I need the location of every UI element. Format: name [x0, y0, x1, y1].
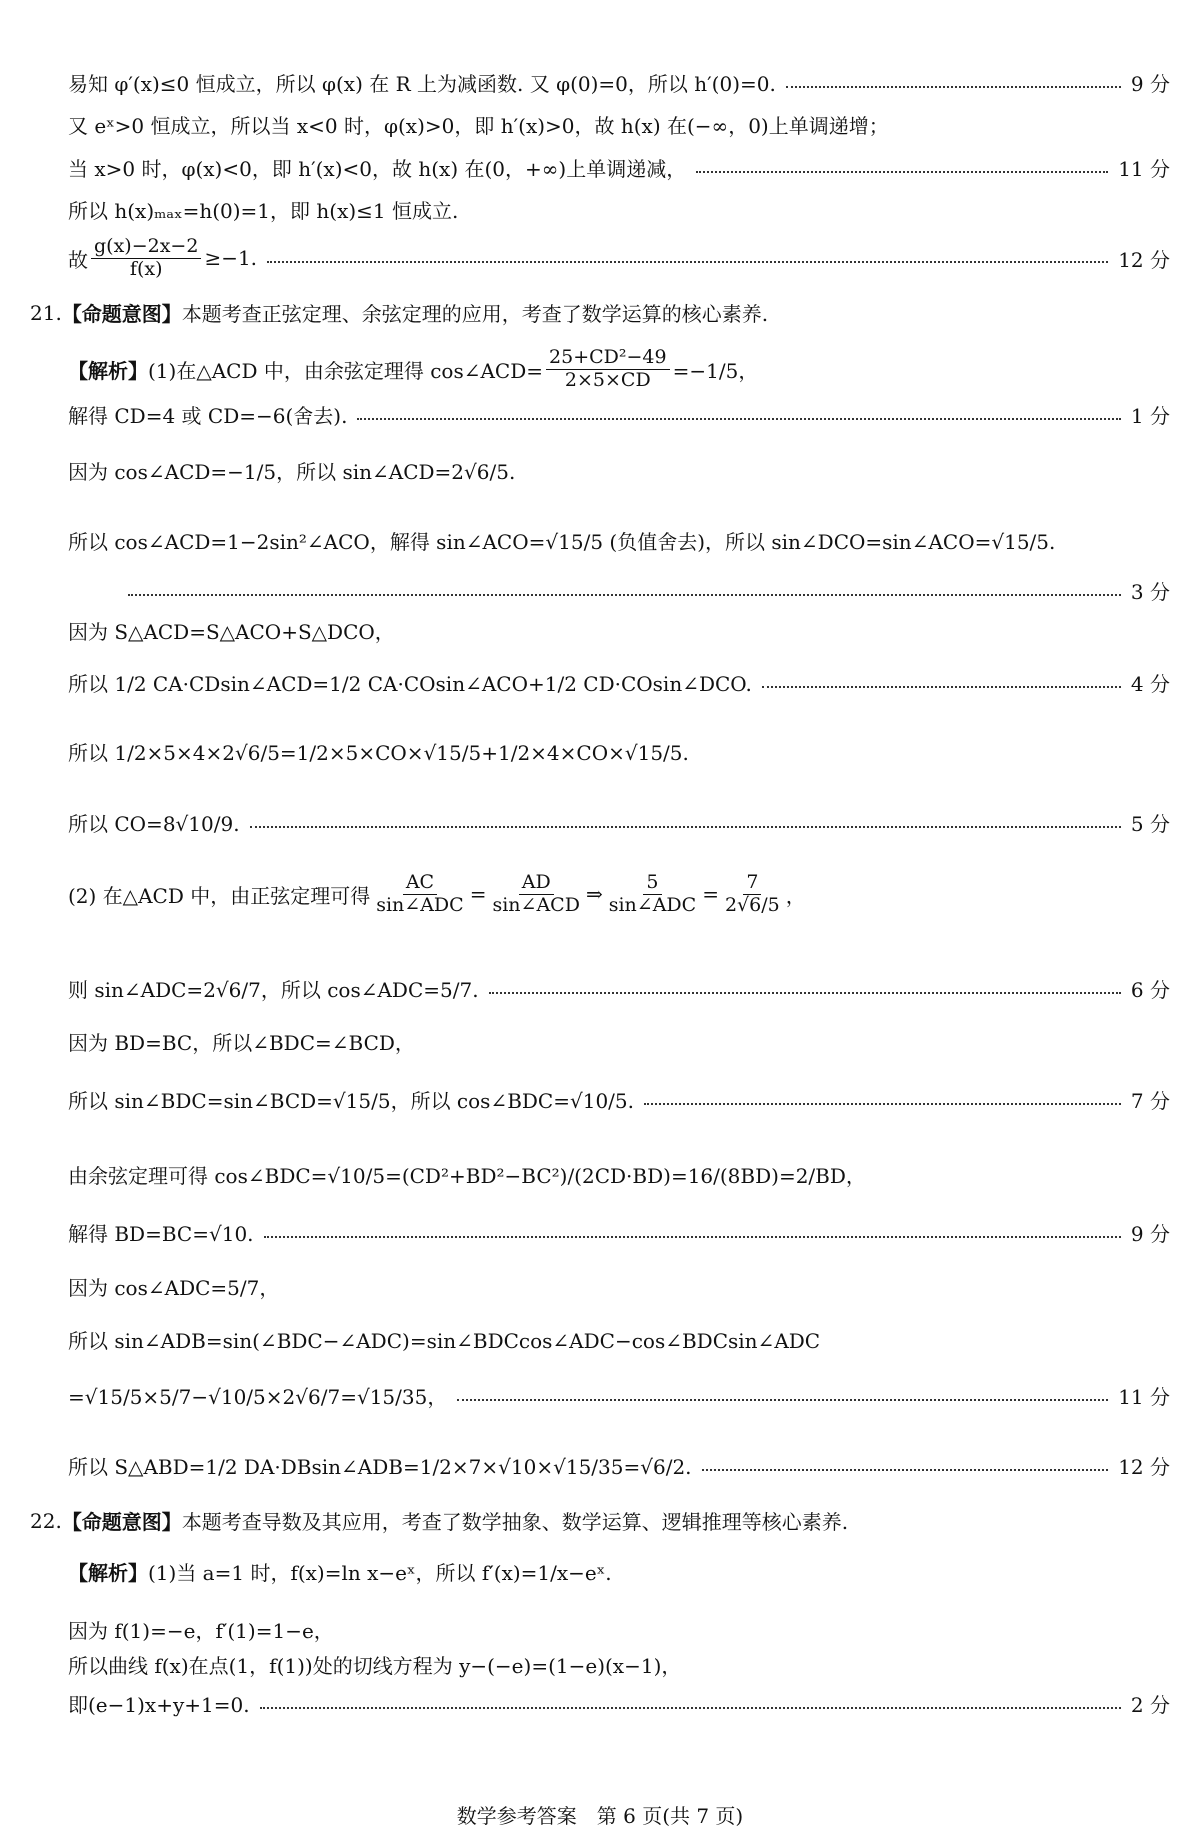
fraction: $\frac{AD}{\text{sin∠ACD}}$ [492, 871, 580, 916]
analysis-tag: 【解析】 [68, 358, 148, 383]
score: 12 分 [1118, 1455, 1170, 1479]
line-a14: 由余弦定理可得 cos∠BDC=√10/5=(CD²+BD²−BC²)/(2CD·BD)=16/(8BD)=2/BD， [68, 1164, 866, 1188]
score: 11 分 [1118, 1385, 1170, 1409]
question-number: 22. [30, 1508, 62, 1533]
score: 11 分 [1118, 157, 1170, 181]
line-a18: =√15/5×5/7−√10/5×2√6/7=√15/35， 11 分 [68, 1381, 1170, 1410]
intent-tag: 【命题意图】 [61, 302, 182, 326]
score: 4 分 [1130, 672, 1170, 696]
line-b3: 所以曲线 f(x)在点(1，f(1))处的切线方程为 y−(−e)=(1−e)(x−1)， [68, 1654, 682, 1678]
line-b4: 即(e−1)x+y+1=0. 2 分 [68, 1689, 1170, 1718]
leader-dots [264, 1236, 1121, 1238]
line-a4: 所以 cos∠ACD=1−2sin²∠ACO，解得 sin∠ACO=√15/5 (负值舍去)，所以 sin∠DCO=sin∠ACO=√15/5. [68, 530, 1056, 554]
intent-tag: 【命题意图】 [61, 1510, 182, 1534]
analysis-tag: 【解析】 [68, 1561, 148, 1585]
line-a5 [68, 576, 1170, 605]
leader-dots [267, 261, 1108, 263]
score: 1 分 [1130, 404, 1170, 428]
leader-dots [696, 171, 1108, 173]
line-a6: 因为 S△ACD=S△ACO+S△DCO， [68, 620, 395, 644]
line-3: 当 x>0 时，φ(x)<0，即 h′(x)<0，故 h(x) 在(0，+∞)上单调递减， 11 分 [68, 153, 1170, 182]
line-a7: 所以 1/2 CA·CDsin∠ACD=1/2 CA·COsin∠ACO+1/2 CD·COsin∠DCO. 4 分 [68, 668, 1170, 697]
line-a10: (2) 在△ACD 中，由正弦定理可得 $\frac{AC}{\text{sin∠ADC}}$ = $\frac{AD}{\text{sin∠ACD}}$ ⇒ $\frac{5}{\text{sin∠ADC}}$ = $\frac{7}{2√6/5}$ ， [68, 871, 806, 916]
line-a12: 因为 BD=BC，所以∠BDC=∠BCD， [68, 1031, 415, 1055]
line-a2: 解得 CD=4 或 CD=−6(舍去). 1 分 [68, 400, 1170, 429]
fraction: $\frac{5}{\text{sin∠ADC}}$ [608, 871, 697, 916]
score: 9 分 [1130, 1222, 1170, 1246]
line-b2: 因为 f(1)=−e，f′(1)=1−e， [68, 1619, 334, 1643]
line-b1: 【解析】 (1)当 a=1 时，f(x)=ln x−eˣ，所以 f′(x)=1/x−eˣ. [68, 1557, 1170, 1586]
leader-dots [644, 1103, 1121, 1105]
line-a15: 解得 BD=BC=√10. 9 分 [68, 1218, 1170, 1247]
leader-dots [457, 1399, 1108, 1401]
fraction: $\frac{g(x)-2x-2}{f(x)}$ [91, 236, 201, 281]
leader-dots [250, 826, 1121, 828]
score: 5 分 [1130, 812, 1170, 836]
line-1: 易知 φ′(x)≤0 恒成立，所以 φ(x) 在 R 上为减函数. 又 φ(0)=0，所以 h′(0)=0. 9 分 [68, 68, 1170, 97]
score: 9 分 [1130, 72, 1170, 96]
line-a8: 所以 1/2×5×4×2√6/5=1/2×5×CO×√15/5+1/2×4×CO×√15/5. [68, 741, 689, 765]
score: 2 分 [1130, 1693, 1170, 1717]
line-a17: 所以 sin∠ADB=sin(∠BDC−∠ADC)=sin∠BDCcos∠ADC−cos∠BDCsin∠ADC [68, 1329, 821, 1353]
leader-dots [128, 594, 1121, 596]
line-4: 所以 h(x)ₘₐₓ=h(0)=1，即 h(x)≤1 恒成立. [68, 199, 459, 223]
line-a11: 则 sin∠ADC=2√6/7，所以 cos∠ADC=5/7. 6 分 [68, 974, 1170, 1003]
question-21-heading: 21. 【命题意图】 本题考查正弦定理、余弦定理的应用，考查了数学运算的核心素养. [30, 298, 1170, 327]
leader-dots [702, 1469, 1109, 1471]
question-number: 21. [30, 300, 62, 325]
line-a9: 所以 CO=8√10/9. 5 分 [68, 808, 1170, 837]
fraction: $\frac{AC}{\text{sin∠ADC}}$ [376, 871, 464, 916]
line-5: 故 $\frac{g(x)-2x-2}{f(x)}$ ≥−1. 12 分 [68, 235, 1170, 280]
line-a3: 因为 cos∠ACD=−1/5，所以 sin∠ACD=2√6/5. [68, 460, 516, 484]
leader-dots [260, 1707, 1121, 1709]
line-a13: 所以 sin∠BDC=sin∠BCD=√15/5，所以 cos∠BDC=√10/5. 7 分 [68, 1085, 1170, 1114]
line-a1: 【解析】 (1)在△ACD 中，由余弦定理得 cos∠ACD= $\frac{\text{25+CD²−49}}{2\times 5\times CD}$ =−1/5， [68, 346, 759, 391]
score: 7 分 [1130, 1089, 1170, 1113]
leader-dots [786, 86, 1121, 88]
fraction: $\frac{7}{2√6/5}$ [724, 871, 780, 916]
question-22-heading: 22. 【命题意图】 本题考查导数及其应用，考查了数学抽象、数学运算、逻辑推理等核心素养. [30, 1506, 1170, 1535]
fraction: $\frac{\text{25+CD²−49}}{2\times 5\times CD}$ [546, 347, 670, 392]
leader-dots [489, 992, 1121, 994]
score: 3 分 [1130, 580, 1170, 604]
line-a16: 因为 cos∠ADC=5/7， [68, 1276, 280, 1300]
page-footer: 数学参考答案 第 6 页(共 7 页) [456, 1804, 744, 1828]
leader-dots [762, 686, 1121, 688]
score: 6 分 [1130, 978, 1170, 1002]
line-2: 又 eˣ>0 恒成立，所以当 x<0 时，φ(x)>0，即 h′(x)>0，故 h(x) 在(−∞，0)上单调递增； [68, 114, 889, 138]
leader-dots [357, 418, 1120, 420]
line-a19: 所以 S△ABD=1/2 DA·DBsin∠ADB=1/2×7×√10×√15/35=√6/2. 12 分 [68, 1451, 1170, 1480]
score: 12 分 [1118, 247, 1170, 272]
